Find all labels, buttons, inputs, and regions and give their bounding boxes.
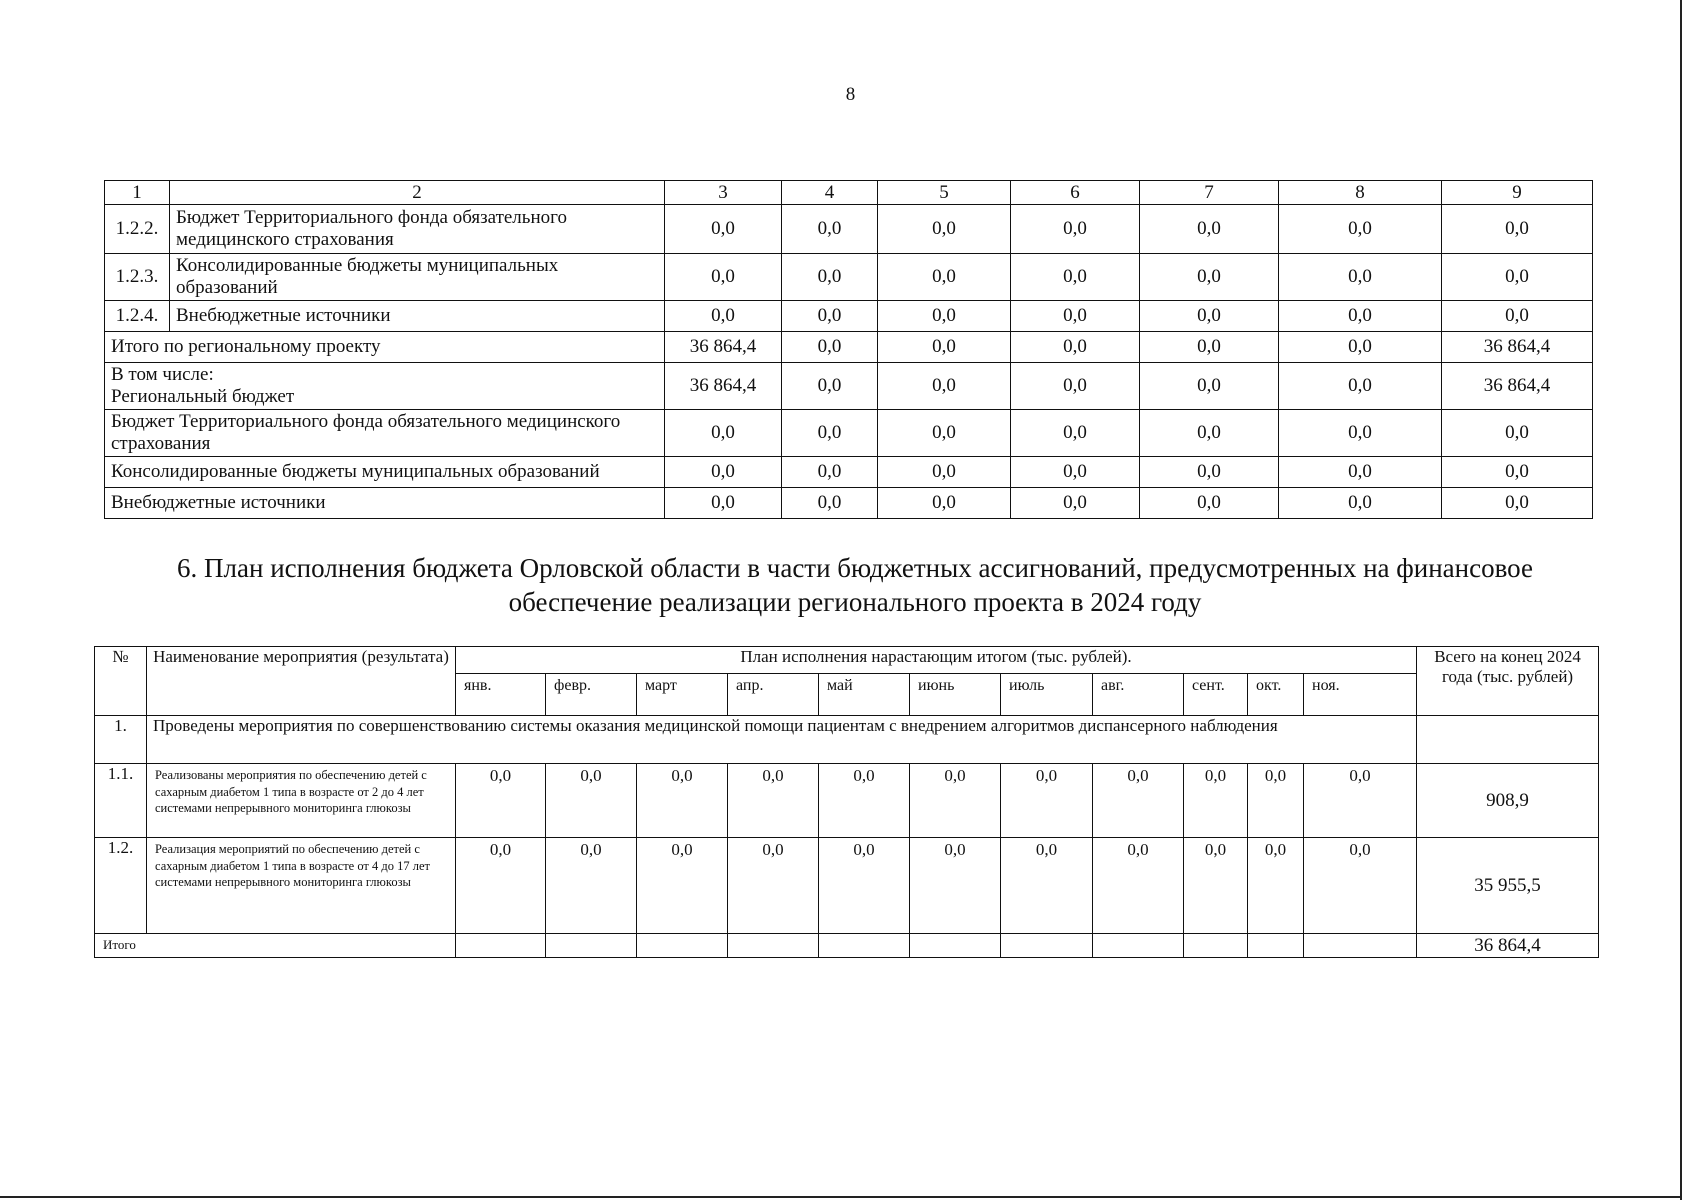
table-row	[105, 301, 1593, 332]
table-row	[105, 410, 1593, 457]
empty-cell	[1417, 716, 1599, 764]
value-cell: 0,0	[1140, 457, 1279, 488]
value-cell: 0,0	[782, 363, 878, 410]
month-header: сент.	[1184, 674, 1248, 716]
value-cell: 0,0	[1248, 764, 1304, 838]
value-cell: 0,0	[546, 764, 637, 838]
month-header: ноя.	[1304, 674, 1417, 716]
table-row	[105, 488, 1593, 519]
value-cell: 0,0	[1184, 838, 1248, 934]
value-cell: 0,0	[1093, 764, 1184, 838]
month-header: май	[819, 674, 910, 716]
row-name: Бюджет Территориального фонда обязательного медицинского страхования	[105, 410, 665, 457]
value-cell: 0,0	[782, 488, 878, 519]
row-name: Консолидированные бюджеты муниципальных образований	[105, 457, 665, 488]
value-cell: 0,0	[1442, 254, 1593, 301]
row-name: Внебюджетные источники	[105, 488, 665, 519]
value-cell: 0,0	[878, 488, 1011, 519]
budget-plan-table	[94, 646, 1599, 958]
value-cell: 0,0	[728, 838, 819, 934]
row-number: 1.1.	[95, 764, 147, 838]
group-number: 1.	[95, 716, 147, 764]
value-cell: 0,0	[1304, 764, 1417, 838]
table-row	[105, 205, 1593, 254]
value-cell: 0,0	[1140, 205, 1279, 254]
grand-total: 36 864,4	[1417, 934, 1599, 958]
value-cell: 0,0	[1279, 332, 1442, 363]
value-cell: 0,0	[456, 764, 546, 838]
value-cell: 0,0	[878, 254, 1011, 301]
value-cell: 0,0	[782, 254, 878, 301]
value-cell: 0,0	[878, 410, 1011, 457]
header-total: Всего на конец 2024 года (тыс. рублей)	[1417, 647, 1599, 716]
total-label: Итого	[95, 934, 456, 958]
row-name: Бюджет Территориального фонда обязательного медицинского страхования	[170, 205, 665, 254]
row-name: Реализация мероприятий по обеспечению детей с сахарным диабетом 1 типа в возрасте от 4 до 17 лет системами непрерывного мониторинга глюкозы	[147, 838, 456, 934]
row-name-line: В том числе:	[111, 364, 214, 386]
value-cell: 0,0	[910, 764, 1001, 838]
month-header: март	[637, 674, 728, 716]
value-cell: 0,0	[1140, 488, 1279, 519]
month-header: апр.	[728, 674, 819, 716]
empty-cell	[728, 934, 819, 958]
table-row	[105, 254, 1593, 301]
group-row	[95, 716, 1599, 764]
empty-cell	[546, 934, 637, 958]
value-cell: 0,0	[1140, 301, 1279, 332]
value-cell: 0,0	[910, 838, 1001, 934]
row-total: 908,9	[1417, 764, 1599, 838]
value-cell: 0,0	[1140, 332, 1279, 363]
row-number: 1.2.	[95, 838, 147, 934]
scan-border-bottom	[0, 1196, 1681, 1198]
header-number: №	[95, 647, 147, 716]
row-name: Внебюджетные источники	[170, 301, 665, 332]
value-cell: 0,0	[637, 838, 728, 934]
value-cell: 0,0	[456, 838, 546, 934]
section-title: 6. План исполнения бюджета Орловской области в части бюджетных ассигнований, предусмотренных на финансовое обеспечение реализации регионального проекта в 2024 году	[177, 553, 1533, 617]
value-cell: 0,0	[728, 764, 819, 838]
value-cell: 0,0	[1011, 488, 1140, 519]
value-cell: 0,0	[1001, 764, 1093, 838]
value-cell: 0,0	[1140, 410, 1279, 457]
value-cell: 0,0	[1140, 254, 1279, 301]
month-header: июнь	[910, 674, 1001, 716]
row-name: Итого по региональному проекту	[105, 332, 665, 363]
empty-cell	[1001, 934, 1093, 958]
value-cell: 0,0	[1304, 838, 1417, 934]
column-number: 7	[1140, 181, 1279, 205]
table-row	[105, 363, 1593, 410]
value-cell: 0,0	[1093, 838, 1184, 934]
value-cell: 0,0	[782, 457, 878, 488]
table-row	[105, 457, 1593, 488]
finance-sources-table	[104, 180, 1593, 519]
row-code: 1.2.3.	[105, 254, 170, 301]
header-row	[95, 647, 1599, 674]
value-cell: 0,0	[878, 363, 1011, 410]
value-cell: 0,0	[1442, 205, 1593, 254]
page-number: 8	[845, 84, 856, 105]
row-name: Консолидированные бюджеты муниципальных образований	[170, 254, 665, 301]
value-cell: 36 864,4	[1442, 363, 1593, 410]
column-number: 4	[782, 181, 878, 205]
value-cell: 0,0	[665, 301, 782, 332]
value-cell: 0,0	[665, 488, 782, 519]
value-cell: 0,0	[1140, 363, 1279, 410]
value-cell: 0,0	[1011, 457, 1140, 488]
value-cell: 0,0	[1011, 254, 1140, 301]
row-code: 1.2.4.	[105, 301, 170, 332]
value-cell: 0,0	[665, 410, 782, 457]
value-cell: 0,0	[878, 205, 1011, 254]
value-cell: 0,0	[546, 838, 637, 934]
month-header: июль	[1001, 674, 1093, 716]
value-cell: 0,0	[665, 457, 782, 488]
value-cell: 0,0	[782, 332, 878, 363]
value-cell: 0,0	[665, 254, 782, 301]
table-row-total	[105, 332, 1593, 363]
group-name: Проведены мероприятия по совершенствованию системы оказания медицинской помощи пациентам с внедрением алгоритмов диспансерного наблюдения	[147, 716, 1417, 764]
value-cell: 0,0	[1279, 488, 1442, 519]
month-header: авг.	[1093, 674, 1184, 716]
value-cell: 0,0	[1279, 410, 1442, 457]
row-total: 35 955,5	[1417, 838, 1599, 934]
value-cell: 0,0	[1248, 838, 1304, 934]
value-cell: 0,0	[1279, 457, 1442, 488]
empty-cell	[819, 934, 910, 958]
month-header: янв.	[456, 674, 546, 716]
value-cell: 0,0	[1279, 205, 1442, 254]
value-cell: 0,0	[782, 410, 878, 457]
value-cell: 0,0	[878, 332, 1011, 363]
empty-cell	[456, 934, 546, 958]
value-cell: 0,0	[1279, 254, 1442, 301]
column-number: 1	[105, 181, 170, 205]
empty-cell	[1093, 934, 1184, 958]
header-name: Наименование мероприятия (результата)	[147, 647, 456, 716]
empty-cell	[910, 934, 1001, 958]
value-cell: 0,0	[1184, 764, 1248, 838]
column-number: 8	[1279, 181, 1442, 205]
value-cell: 0,0	[782, 301, 878, 332]
empty-cell	[1304, 934, 1417, 958]
header-plan: План исполнения нарастающим итогом (тыс. рублей).	[456, 647, 1417, 674]
value-cell: 0,0	[1011, 363, 1140, 410]
value-cell: 0,0	[1011, 410, 1140, 457]
value-cell: 0,0	[1011, 301, 1140, 332]
value-cell: 0,0	[1279, 363, 1442, 410]
value-cell: 0,0	[1442, 488, 1593, 519]
value-cell: 0,0	[1442, 457, 1593, 488]
row-name-line: Региональный бюджет	[111, 386, 295, 407]
empty-cell	[1248, 934, 1304, 958]
value-cell: 0,0	[1442, 410, 1593, 457]
column-number: 6	[1011, 181, 1140, 205]
value-cell: 0,0	[1442, 301, 1593, 332]
value-cell: 0,0	[819, 838, 910, 934]
empty-cell	[1184, 934, 1248, 958]
value-cell: 0,0	[1011, 332, 1140, 363]
row-code: 1.2.2.	[105, 205, 170, 254]
column-number: 9	[1442, 181, 1593, 205]
row-name	[105, 363, 665, 410]
value-cell: 0,0	[782, 205, 878, 254]
value-cell: 0,0	[1011, 205, 1140, 254]
column-number: 3	[665, 181, 782, 205]
value-cell: 0,0	[1001, 838, 1093, 934]
total-row	[95, 934, 1599, 958]
table-row	[95, 764, 1599, 838]
column-number: 2	[170, 181, 665, 205]
empty-cell	[637, 934, 728, 958]
value-cell: 0,0	[878, 301, 1011, 332]
column-number: 5	[878, 181, 1011, 205]
column-number-row	[105, 181, 1593, 205]
value-cell: 0,0	[665, 205, 782, 254]
month-header: февр.	[546, 674, 637, 716]
value-cell: 0,0	[1279, 301, 1442, 332]
scan-border-right	[1680, 0, 1682, 1200]
table-row	[95, 838, 1599, 934]
month-header: окт.	[1248, 674, 1304, 716]
value-cell: 0,0	[878, 457, 1011, 488]
value-cell: 0,0	[637, 764, 728, 838]
value-cell: 0,0	[819, 764, 910, 838]
row-name: Реализованы мероприятия по обеспечению детей с сахарным диабетом 1 типа в возрасте от 2 до 4 лет системами непрерывного мониторинга глюкозы	[147, 764, 456, 838]
value-cell: 36 864,4	[665, 332, 782, 363]
value-cell: 36 864,4	[1442, 332, 1593, 363]
value-cell: 36 864,4	[665, 363, 782, 410]
